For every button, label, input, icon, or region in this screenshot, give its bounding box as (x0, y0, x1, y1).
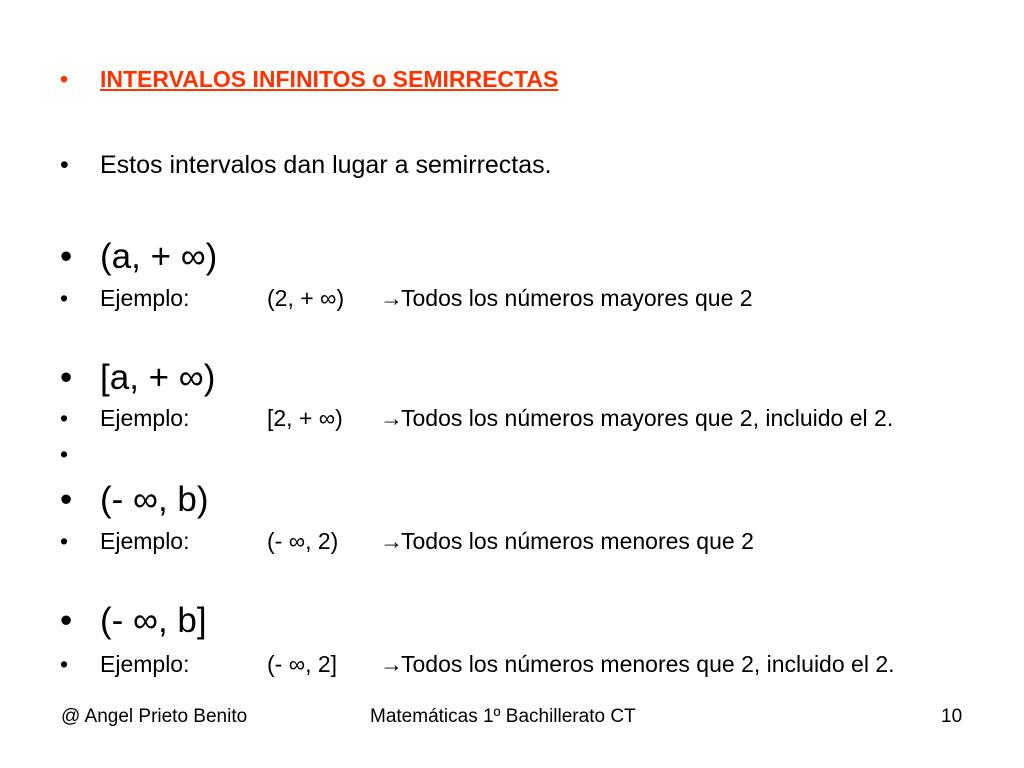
example-interval: (- ∞, 2) (267, 528, 339, 554)
bullet: • (60, 151, 69, 179)
example-description: Todos los números mayores que 2 (401, 285, 753, 311)
bullet: • (60, 285, 69, 311)
interval-notation: (a, + ∞) (100, 237, 218, 276)
bullet: • (60, 358, 73, 397)
bullet: • (60, 441, 69, 467)
example-label: Ejemplo: (100, 405, 190, 431)
footer-author: @ Angel Prieto Benito (61, 706, 248, 727)
example-interval: (- ∞, 2] (267, 651, 338, 677)
bullet: • (60, 601, 73, 640)
slide-title: INTERVALOS INFINITOS o SEMIRRECTAS (100, 66, 559, 92)
arrow-right-icon: → (380, 285, 403, 311)
example-label: Ejemplo: (100, 285, 190, 311)
example-description: Todos los números menores que 2 (401, 528, 754, 554)
example-description: Todos los números menores que 2, incluido el 2. (401, 651, 895, 677)
example-description: Todos los números mayores que 2, incluido el 2. (401, 405, 894, 431)
interval-notation: [a, + ∞) (100, 358, 216, 397)
bullet: • (60, 66, 69, 92)
example-interval: (2, + ∞) (267, 285, 345, 311)
example-label: Ejemplo: (100, 528, 190, 554)
arrow-right-icon: → (380, 651, 403, 677)
interval-notation: (- ∞, b] (100, 601, 207, 640)
bullet: • (60, 528, 69, 554)
interval-notation: (- ∞, b) (100, 480, 209, 519)
bullet: • (60, 405, 69, 431)
intro-text: Estos intervalos dan lugar a semirrectas. (100, 151, 552, 179)
bullet: • (60, 651, 69, 677)
example-label: Ejemplo: (100, 651, 190, 677)
arrow-right-icon: → (380, 528, 403, 554)
bullet: • (60, 480, 73, 519)
bullet: • (60, 237, 73, 276)
footer-page-number: 10 (941, 706, 963, 727)
footer-course: Matemáticas 1º Bachillerato CT (370, 706, 636, 727)
example-interval: [2, + ∞) (267, 405, 343, 431)
arrow-right-icon: → (380, 405, 403, 431)
